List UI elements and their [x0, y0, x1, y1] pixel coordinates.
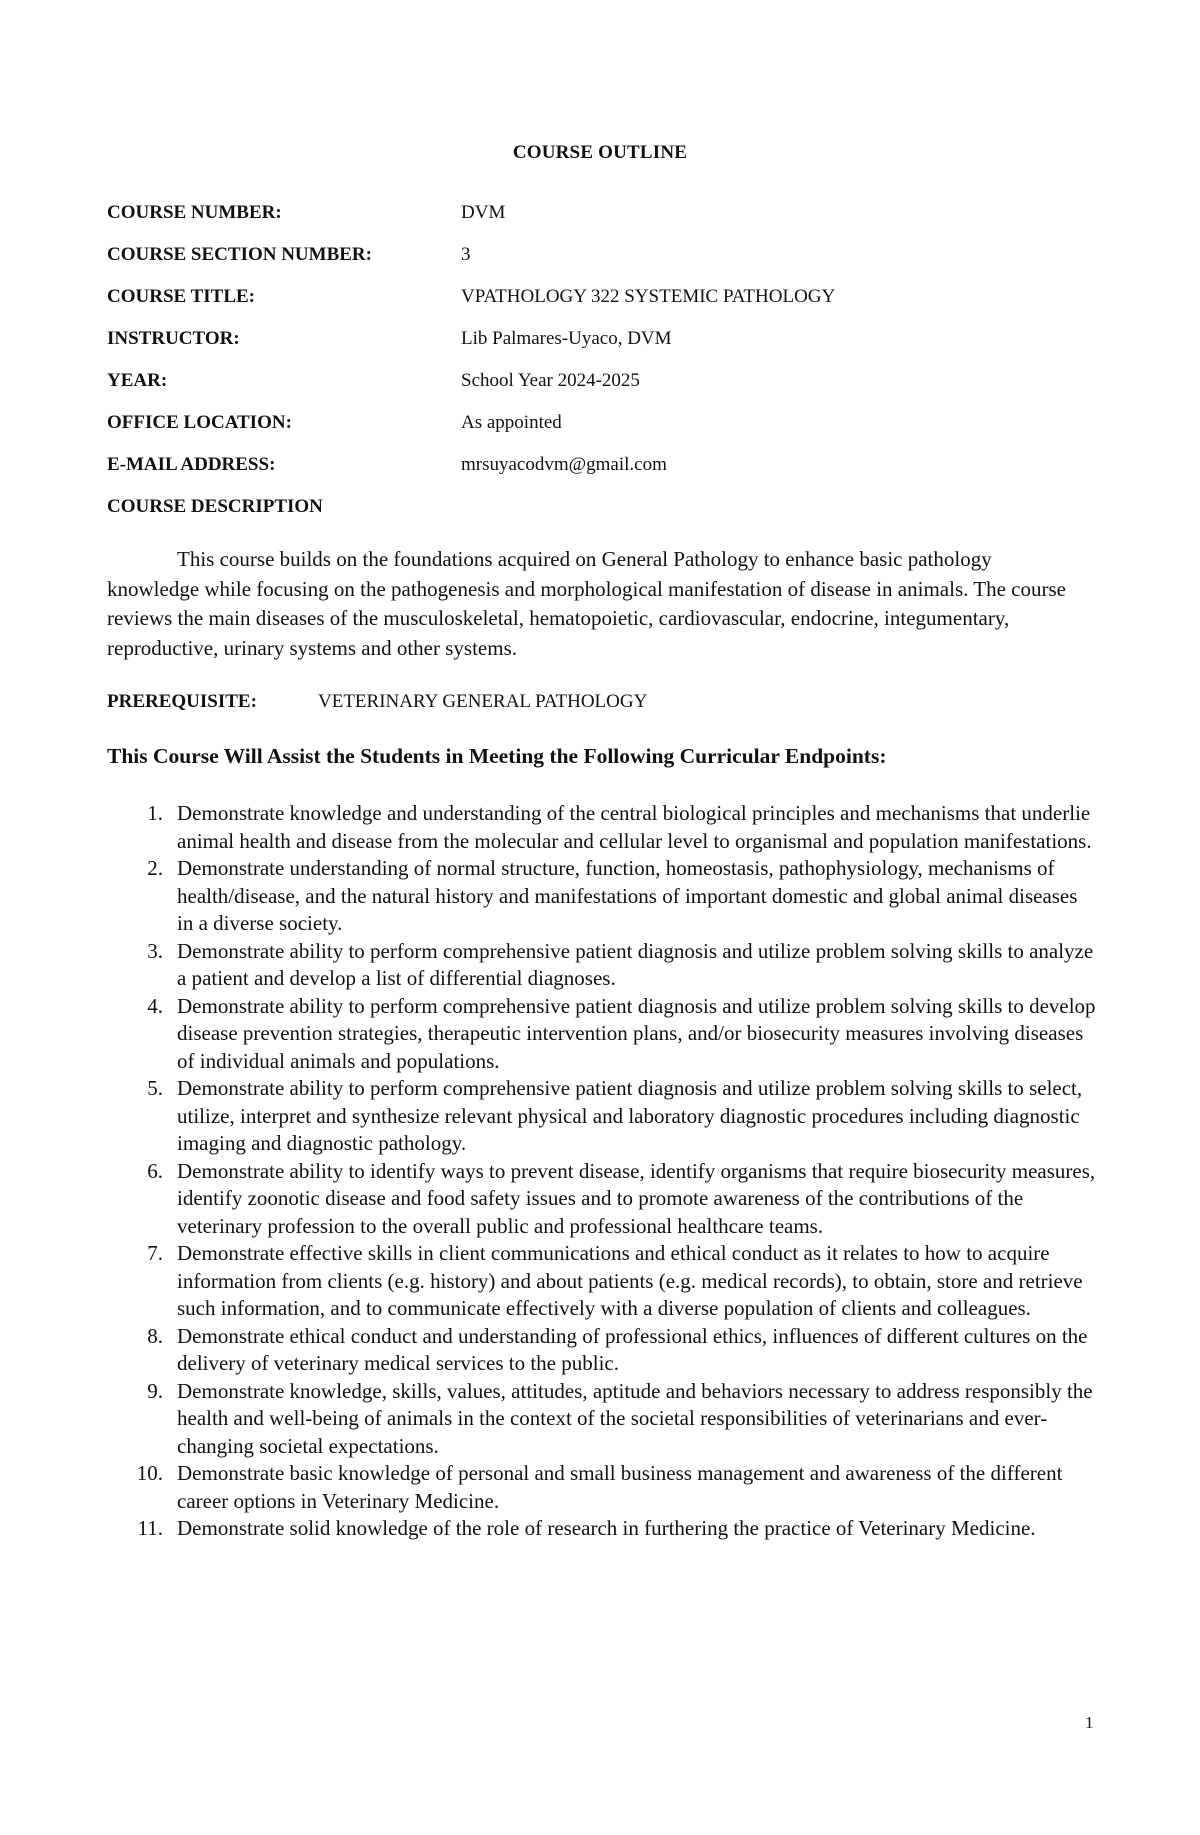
- endpoint-number: 1.: [147, 801, 163, 825]
- endpoint-item: [107, 1158, 1097, 1241]
- endpoints-list: [107, 800, 1097, 1543]
- info-label: INSTRUCTOR:: [107, 328, 240, 349]
- prerequisite-label: PREREQUISITE:: [107, 691, 257, 712]
- endpoint-number: 8.: [147, 1323, 163, 1348]
- endpoint-number: 2.: [147, 856, 163, 880]
- document-title: COURSE OUTLINE: [512, 142, 688, 163]
- info-row-year: [107, 368, 1007, 394]
- info-value: Lib Palmares-Uyaco, DVM: [461, 328, 672, 349]
- info-row-email: [107, 452, 1007, 478]
- endpoint-item: [107, 1240, 1097, 1323]
- endpoint-text: Demonstrate ability to perform comprehensive patient diagnosis and utilize problem solving skills to develop disease prevention strategies, therapeutic intervention plans, and/or biosecurity measures involving diseases of individual animals and populations.: [177, 993, 1096, 1073]
- endpoints-heading: This Course Will Assist the Students in Meeting the Following Curricular Endpoints:: [107, 744, 887, 768]
- endpoint-item: [107, 1460, 1097, 1515]
- info-value: As appointed: [461, 412, 562, 433]
- endpoint-item: [107, 1323, 1097, 1378]
- endpoint-item: [107, 855, 1097, 938]
- page-number: 1: [1085, 1713, 1094, 1732]
- endpoint-text: Demonstrate ability to perform comprehensive patient diagnosis and utilize problem solving skills to analyze a patient and develop a list of differential diagnoses.: [177, 938, 1094, 990]
- endpoint-text: Demonstrate knowledge and understanding of the central biological principles and mechanisms that underlie animal health and disease from the molecular and cellular level to organismal and population manifestations.: [177, 801, 1092, 853]
- endpoint-number: 9.: [147, 1378, 163, 1403]
- info-value: VPATHOLOGY 322 SYSTEMIC PATHOLOGY: [461, 286, 836, 307]
- endpoint-item: [107, 1515, 1097, 1543]
- info-label: COURSE SECTION NUMBER:: [107, 244, 372, 265]
- info-value: 3: [461, 244, 471, 265]
- course-description-heading: COURSE DESCRIPTION: [107, 496, 323, 517]
- endpoint-text: Demonstrate solid knowledge of the role of research in furthering the practice of Veterinary Medicine.: [177, 1516, 1036, 1540]
- info-label: COURSE TITLE:: [107, 286, 256, 307]
- endpoint-text: Demonstrate basic knowledge of personal and small business management and awareness of the different career options in Veterinary Medicine.: [177, 1461, 1063, 1513]
- endpoint-number: 10.: [136, 1461, 163, 1485]
- endpoint-number: 5.: [147, 1076, 163, 1100]
- info-row-course-title: [107, 284, 1007, 310]
- endpoint-item: [107, 1378, 1097, 1461]
- endpoint-text: Demonstrate ability to identify ways to prevent disease, identify organisms that require biosecurity measures, identify zoonotic disease and food safety issues and to promote awareness of the contributions of the veterinary profession to the overall public and professional healthcare teams.: [177, 1158, 1096, 1238]
- prerequisite-value: VETERINARY GENERAL PATHOLOGY: [318, 691, 648, 712]
- endpoint-item: [107, 1075, 1097, 1158]
- info-label: COURSE NUMBER:: [107, 202, 282, 223]
- info-label: E-MAIL ADDRESS:: [107, 454, 276, 475]
- endpoint-item: [107, 993, 1097, 1076]
- info-row-office-location: [107, 410, 1007, 436]
- info-value: mrsuyacodvm@gmail.com: [461, 454, 667, 475]
- info-row-section-number: [107, 242, 1007, 268]
- endpoint-text: Demonstrate ability to perform comprehensive patient diagnosis and utilize problem solving skills to select, utilize, interpret and synthesize relevant physical and laboratory diagnostic procedures including diagnostic imaging and diagnostic pathology.: [177, 1076, 1083, 1155]
- info-row-course-number: [107, 200, 1007, 226]
- endpoint-number: 6.: [147, 1158, 163, 1183]
- info-value: School Year 2024-2025: [461, 370, 640, 391]
- endpoint-text: Demonstrate ethical conduct and understanding of professional ethics, influences of different cultures on the delivery of veterinary medical services to the public.: [177, 1323, 1088, 1375]
- endpoint-number: 4.: [147, 993, 163, 1018]
- endpoint-text: Demonstrate knowledge, skills, values, attitudes, aptitude and behaviors necessary to address responsibly the health and well-being of animals in the context of the societal responsibilities of veterinarians and ever-changing societal expectations.: [177, 1378, 1093, 1458]
- course-description-paragraph: This course builds on the foundations acquired on General Pathology to enhance basic pathology knowledge while focusing on the pathogenesis and morphological manifestation of disease in animals. The course reviews the main diseases of the musculoskeletal, hematopoietic, cardiovascular, endocrine, integumentary, reproductive, urinary systems and other systems.: [107, 547, 1066, 660]
- endpoint-number: 3.: [147, 938, 163, 963]
- endpoint-item: [107, 938, 1097, 993]
- endpoint-number: 11.: [137, 1516, 163, 1540]
- endpoint-text: Demonstrate effective skills in client communications and ethical conduct as it relates to how to acquire information from clients (e.g. history) and about patients (e.g. medical records), to obtain, store and retrieve such information, and to communicate effectively with a diverse population of clients and colleagues.: [177, 1241, 1083, 1320]
- info-label: YEAR:: [107, 370, 168, 391]
- info-row-instructor: [107, 326, 1007, 352]
- endpoint-number: 7.: [147, 1241, 163, 1265]
- endpoint-item: [107, 800, 1097, 855]
- info-value: DVM: [461, 202, 506, 223]
- info-label: OFFICE LOCATION:: [107, 412, 292, 433]
- endpoint-text: Demonstrate understanding of normal structure, function, homeostasis, pathophysiology, mechanisms of health/disease, and the natural history and manifestations of important domestic and global animal diseases in a diverse society.: [177, 856, 1078, 935]
